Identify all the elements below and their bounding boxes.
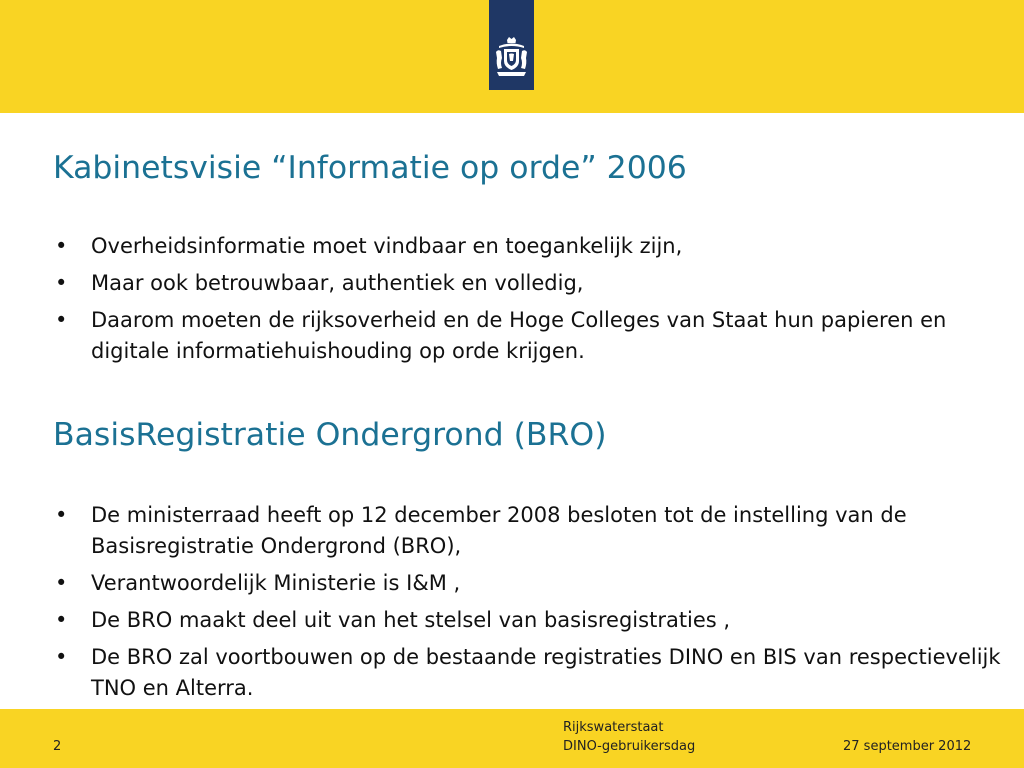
- bullet-marker: •: [55, 503, 68, 527]
- list-item: [55, 605, 1010, 636]
- bullet-text: Overheidsinformatie moet vindbaar en toegankelijk zijn,: [91, 234, 683, 258]
- section-title-bro: BasisRegistratie Ondergrond (BRO): [53, 417, 607, 453]
- footer-date: 27 september 2012: [843, 739, 972, 754]
- bullet-marker: •: [55, 271, 68, 295]
- bullet-list-kabinetsvisie: [55, 231, 1010, 373]
- bullet-text: Verantwoordelijk Ministerie is I&M ,: [91, 571, 461, 595]
- bullet-text: Daarom moeten de rijksoverheid en de Hoge Colleges van Staat hun papieren en digitale informatiehuishouding op orde krijgen.: [91, 308, 947, 363]
- bullet-marker: •: [55, 608, 68, 632]
- header-band: [0, 0, 1024, 113]
- bullet-marker: •: [55, 645, 68, 669]
- bullet-text: De BRO zal voortbouwen op de bestaande registraties DINO en BIS van respectievelijk TNO en Alterra.: [91, 645, 1001, 700]
- list-item: [55, 642, 1010, 704]
- list-item: [55, 500, 1010, 562]
- bullet-marker: •: [55, 234, 68, 258]
- coat-of-arms-icon: [493, 36, 530, 80]
- list-item: [55, 568, 1010, 599]
- bullet-text: Maar ook betrouwbaar, authentiek en volledig,: [91, 271, 584, 295]
- bullet-text: De BRO maakt deel uit van het stelsel van basisregistraties ,: [91, 608, 731, 632]
- section-title-kabinetsvisie: Kabinetsvisie “Informatie op orde” 2006: [53, 150, 687, 186]
- footer-event: DINO-gebruikersdag: [563, 739, 696, 754]
- bullet-list-bro: [55, 500, 1010, 710]
- list-item: [55, 305, 1010, 367]
- list-item: [55, 268, 1010, 299]
- government-logo: [489, 0, 534, 90]
- bullet-marker: •: [55, 571, 68, 595]
- list-item: [55, 231, 1010, 262]
- bullet-marker: •: [55, 308, 68, 332]
- page-number: 2: [53, 739, 62, 754]
- bullet-text: De ministerraad heeft op 12 december 2008 besloten tot de instelling van de Basisregistratie Ondergrond (BRO),: [91, 503, 907, 558]
- footer-organization: Rijkswaterstaat: [563, 720, 664, 735]
